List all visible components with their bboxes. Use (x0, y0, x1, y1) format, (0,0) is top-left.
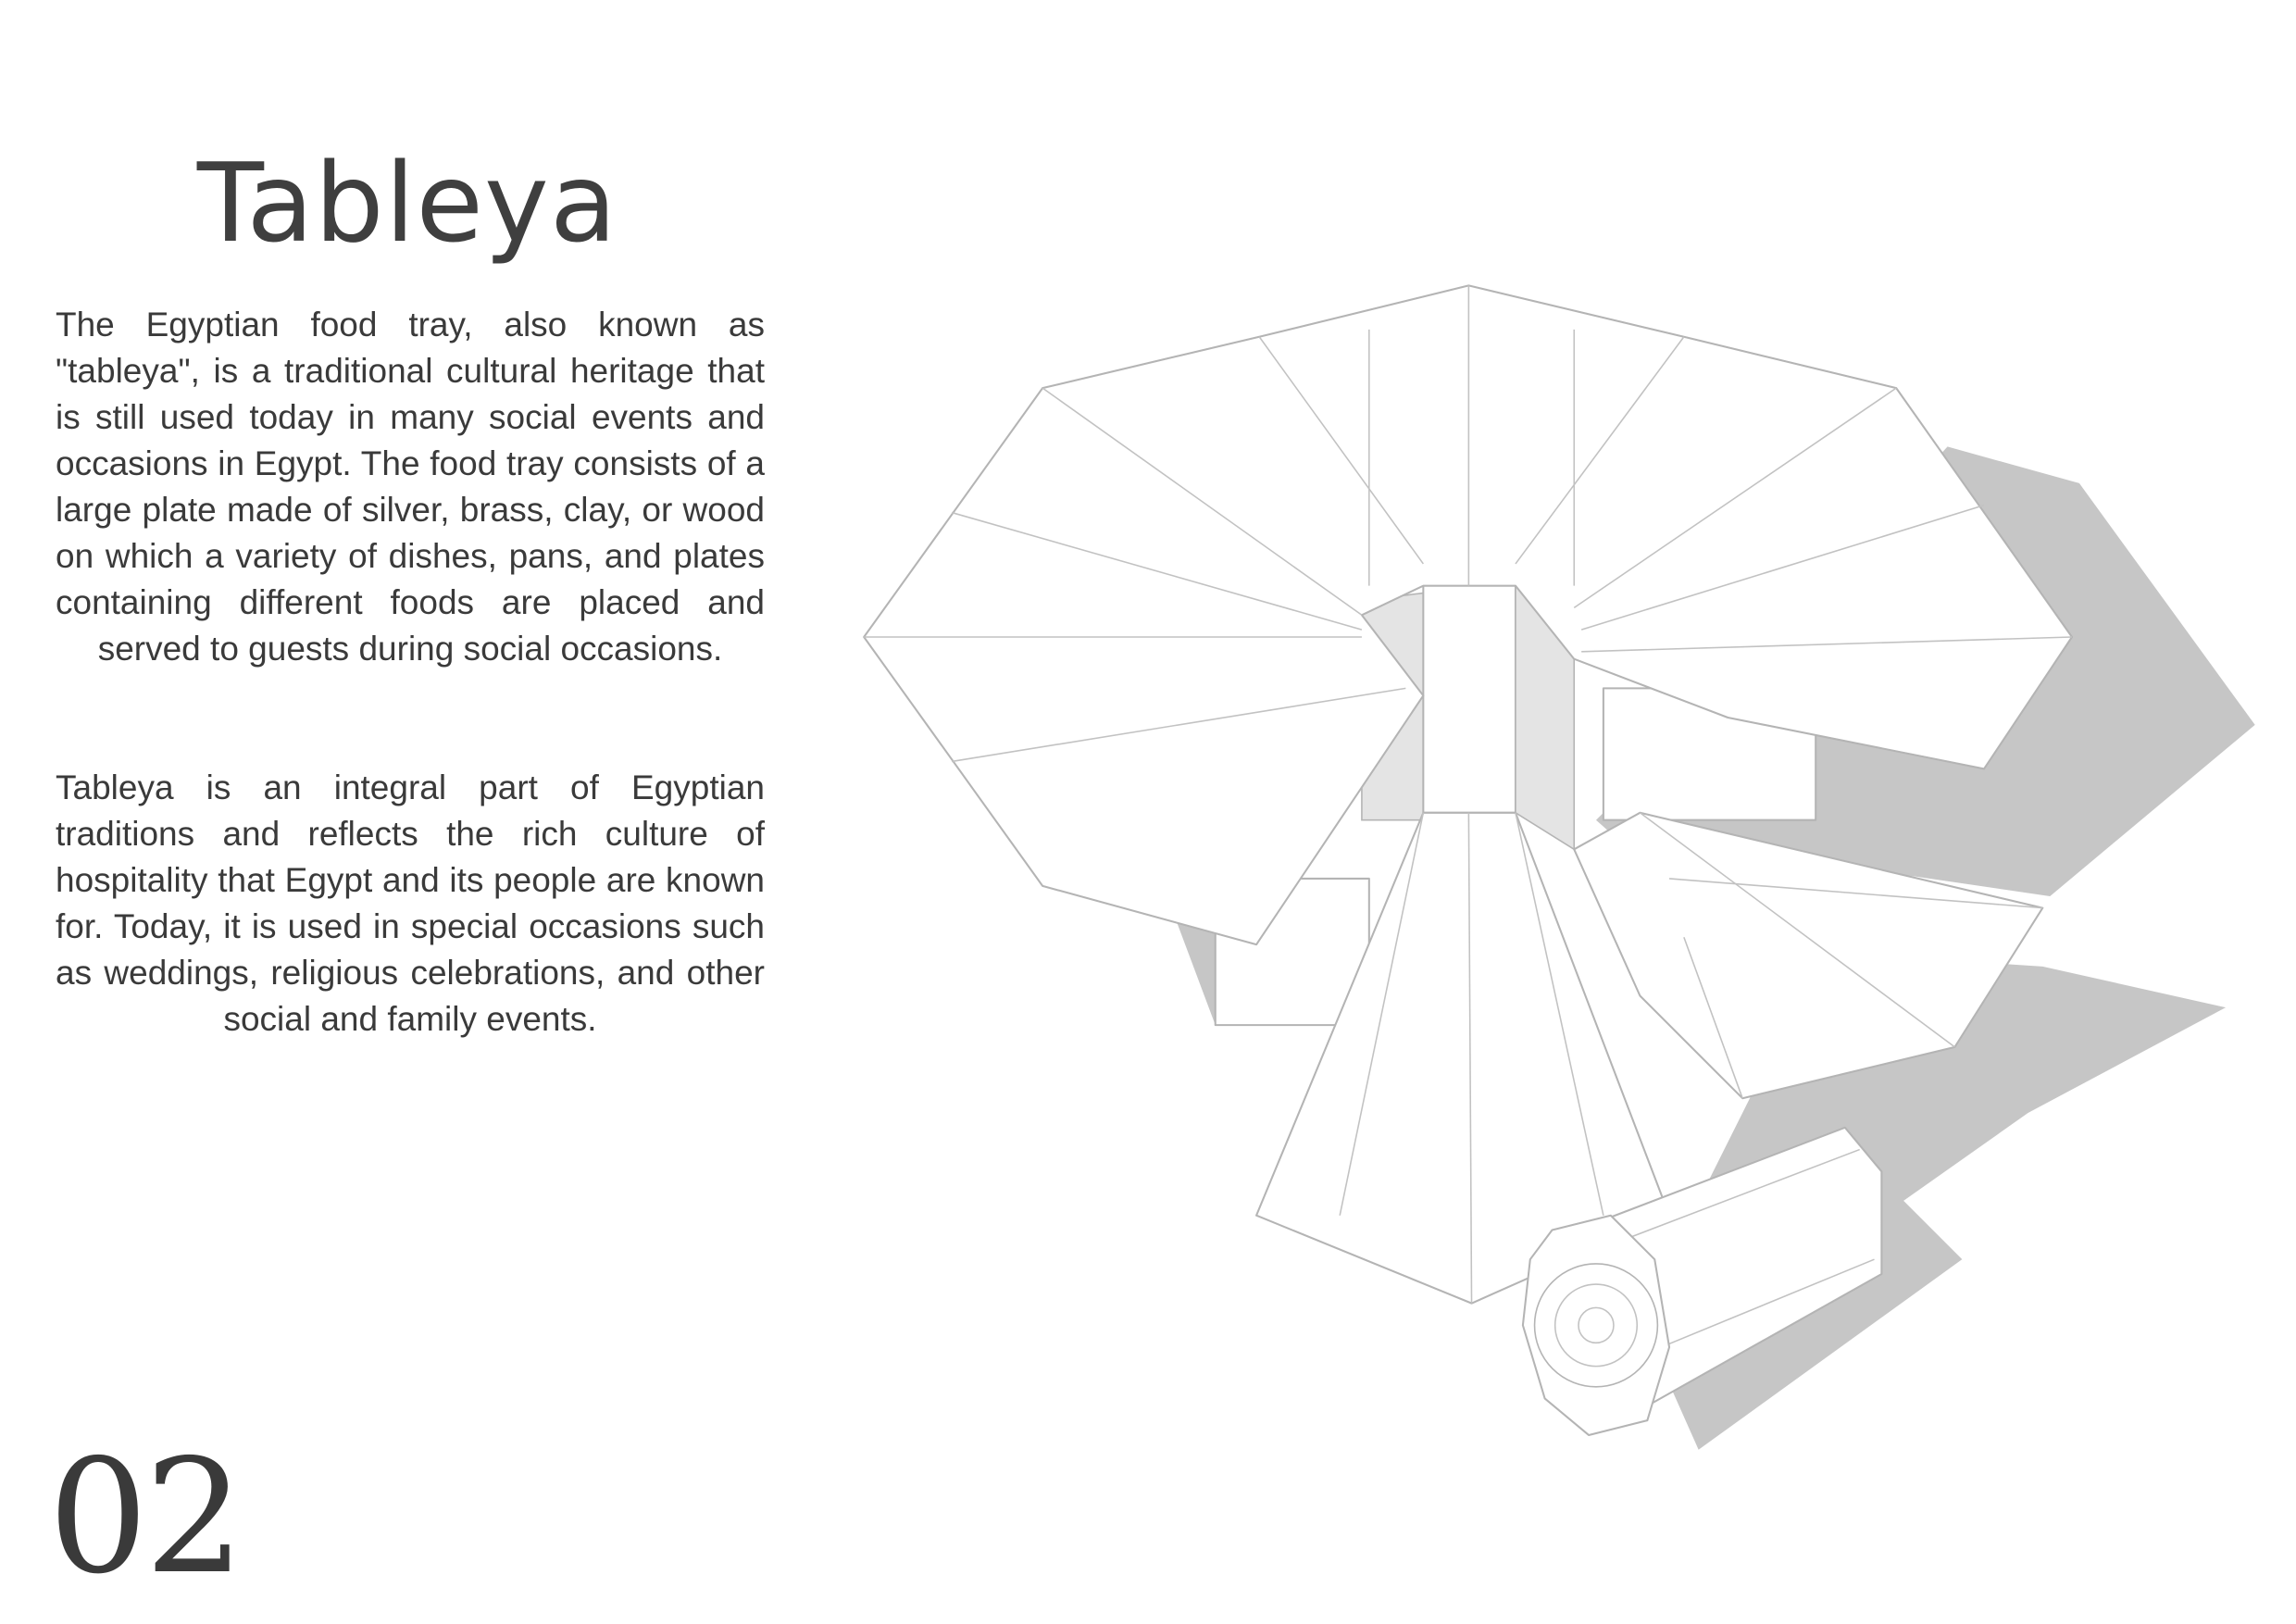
page-title: Tableya (196, 139, 618, 267)
page-number: 02 (48, 1426, 242, 1609)
tradition-paragraph: Tableya is an integral part of Egyptian traditions and reflects the rich culture of hospitality that Egypt and its people are known for. Today, it is used in special occasions such as weddings, religious celebrations, and other social and family events. (56, 768, 765, 1038)
intro-paragraph: The Egyptian food tray, also known as "tableya", is a traditional cultural heritage that is still used today in many social events and occasions in Egypt. The food tray consists of a large plate made of silver, brass, clay, or wood on which a variety of dishes, pans, and plates containing different foods are placed and served to guests during social occasions. (56, 306, 765, 668)
